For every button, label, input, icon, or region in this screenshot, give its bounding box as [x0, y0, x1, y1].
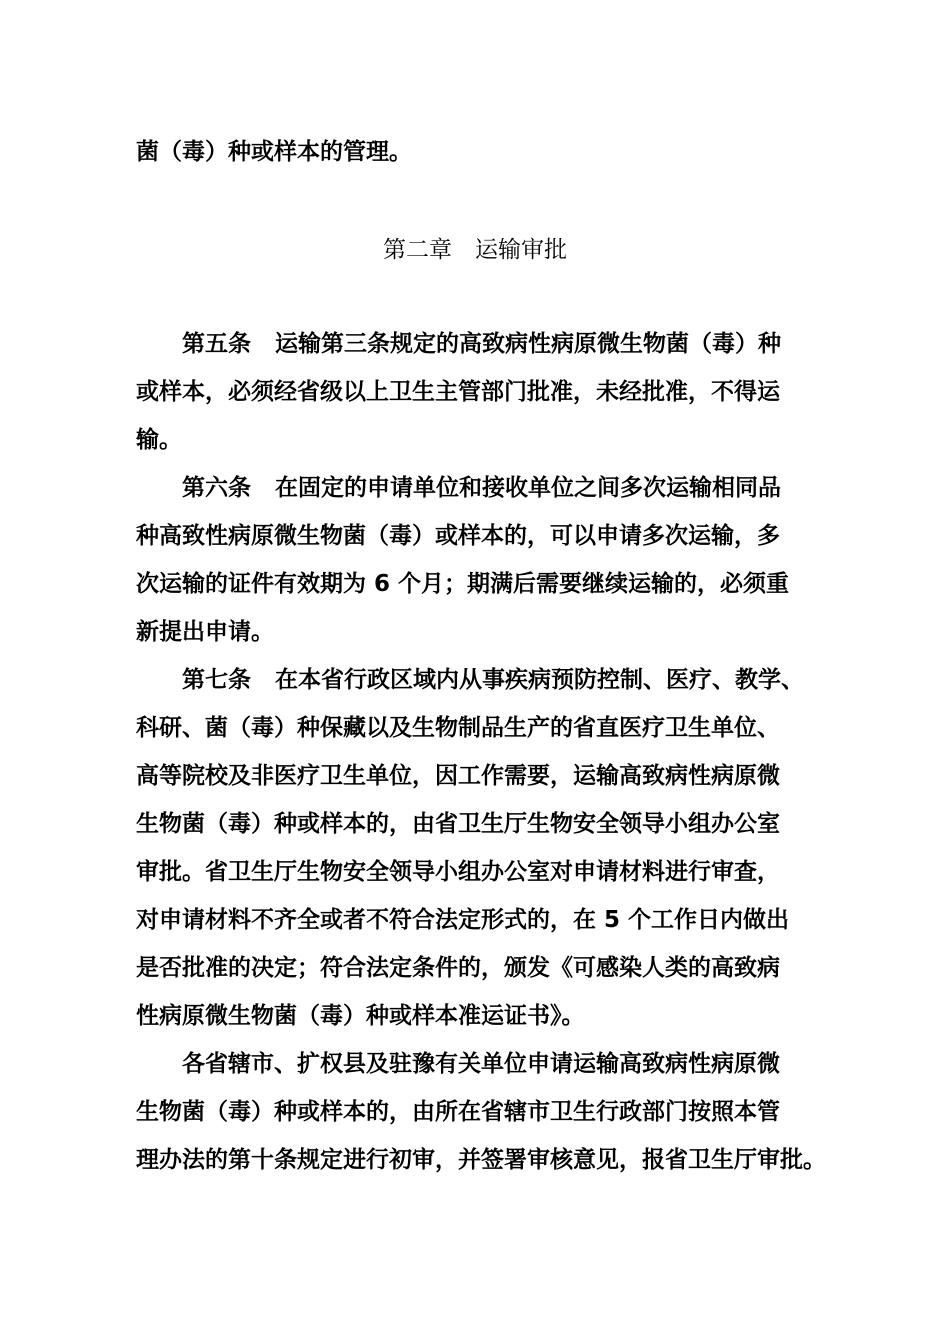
- article-line: 审批。省卫生厅生物安全领导小组办公室对申请材料进行审查，: [136, 859, 780, 885]
- article-line: 是否批准的决定；符合法定条件的，颁发《可感染人类的高致病: [136, 955, 780, 981]
- article-line: 生物菌（毒）种或样本的，由省卫生厅生物安全领导小组办公室: [136, 811, 780, 837]
- article-label: 第六条: [182, 475, 251, 501]
- article-first-line: [136, 320, 816, 368]
- article-line: 输。: [136, 427, 182, 453]
- article-line: 高等院校及非医疗卫生单位，因工作需要，运输高致病性病原微: [136, 763, 780, 789]
- continuation-line: 菌（毒）种或样本的管理。: [136, 139, 412, 165]
- article-line: 对申请材料不齐全或者不符合法定形式的，在 5 个工作日内做出: [136, 907, 790, 933]
- article-line: 科研、菌（毒）种保藏以及生物制品生产的省直医疗卫生单位、: [136, 715, 780, 741]
- continuation-paragraph: [136, 128, 816, 176]
- article-label: 第七条: [182, 667, 251, 693]
- article-line: 次运输的证件有效期为 6 个月；期满后需要继续运输的，必须重: [136, 571, 790, 597]
- article-text: 在本省行政区域内从事疾病预防控制、医疗、教学、: [275, 667, 804, 693]
- paragraph-line: 生物菌（毒）种或样本的，由所在省辖市卫生行政部门按照本管: [136, 1099, 780, 1125]
- article-line: 种高致性病原微生物菌（毒）或样本的，可以申请多次运输，多: [136, 523, 780, 549]
- article-line: 或样本，必须经省级以上卫生主管部门批准，未经批准，不得运: [136, 379, 780, 405]
- article-5: [136, 320, 816, 464]
- article-6: [136, 464, 816, 656]
- article-line: 新提出申请。: [136, 619, 274, 645]
- final-paragraph: [136, 1040, 826, 1184]
- article-text: 在固定的申请单位和接收单位之间多次运输相同品: [275, 475, 781, 501]
- article-7: [136, 656, 816, 1040]
- article-text: 运输第三条规定的高致病性病原微生物菌（毒）种: [275, 331, 781, 357]
- paragraph-line: 各省辖市、扩权县及驻豫有关单位申请运输高致病性病原微: [182, 1051, 780, 1077]
- article-first-line: [136, 464, 816, 512]
- paragraph-line: 理办法的第十条规定进行初审，并签署审核意见，报省卫生厅审批。: [136, 1147, 826, 1173]
- article-line: 性病原微生物菌（毒）种或样本准运证书》。: [136, 1003, 585, 1029]
- chapter-heading: 第二章 运输审批: [383, 237, 567, 263]
- article-label: 第五条: [182, 331, 251, 357]
- article-first-line: [136, 656, 816, 704]
